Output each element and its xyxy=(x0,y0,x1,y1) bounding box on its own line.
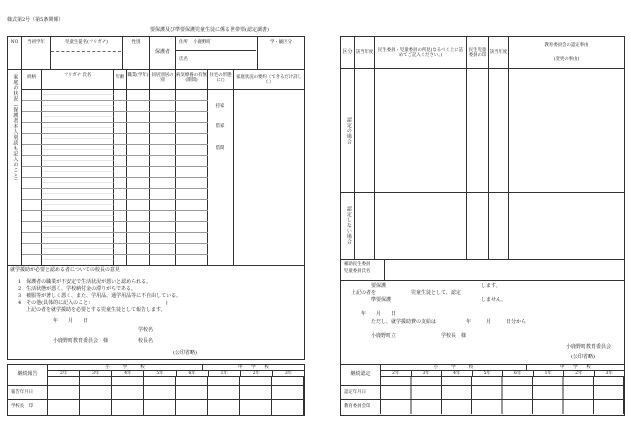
grade-cell: 1年 xyxy=(534,371,565,376)
grade-cell: 6年 xyxy=(503,371,534,376)
grade-cell: 2年 xyxy=(564,371,595,376)
report-date: 年 月 日 xyxy=(53,318,89,324)
seal-note: (公印省略) xyxy=(173,350,197,356)
grade-cell: 3年 xyxy=(284,370,293,376)
housing-own: 持家 xyxy=(215,104,225,109)
col-housing xyxy=(208,70,234,265)
reason-3: 3 被服等が著しく悪く、また、学用品、通学用品等に不自由している。 xyxy=(18,293,182,299)
signature-label: 民生児童委員の印 xyxy=(467,37,489,69)
continuation-approval-label: 継続認定 xyxy=(341,365,381,385)
opinion-label: 就学援助が必要と認める者についての校長の意見 xyxy=(10,267,120,273)
approval-form xyxy=(340,36,625,416)
board-seal-label: 教育委員会印 xyxy=(344,404,371,409)
decision-from-year: 年 xyxy=(466,319,472,325)
district-label-2: 児童委員氏名 xyxy=(344,269,371,274)
household-table xyxy=(7,70,305,266)
guardian-cell xyxy=(176,37,258,69)
category-label: 区分 xyxy=(341,37,355,69)
decision-junyohogo: 準要保護 xyxy=(371,297,392,303)
gender-label: 性別 xyxy=(123,37,150,69)
year2-label: 該当年度 xyxy=(489,37,509,69)
grade-cell: 2年 xyxy=(241,371,273,376)
junior-header-r: 中 学 校 xyxy=(526,365,624,371)
address-value: 小鹿野町 xyxy=(193,40,211,45)
report-to: 小鹿野町教育委員会 様 xyxy=(53,338,109,344)
principal-seal-label: 学校長 印 xyxy=(11,404,33,409)
guardian-label: 保護者 xyxy=(150,37,176,69)
decision-seal-note: (公印省略) xyxy=(571,354,595,360)
principal-opinion xyxy=(7,266,305,360)
decision-shimasu: します。 xyxy=(481,283,501,289)
change-reason-label: (変更の事由) xyxy=(553,57,580,62)
housing-room: 借間 xyxy=(215,146,225,151)
reason-2: 2 生活状態が悪く、学校納付金の滞りがちである。 xyxy=(18,286,137,292)
reason-4: 4 その他(具体的に記入のこと： ) xyxy=(18,300,168,306)
grade-cell: 3年 xyxy=(80,371,112,376)
year-label: 該当年度 xyxy=(355,37,375,69)
col-occupation: 職業(学年) xyxy=(127,70,150,265)
principal-label: 校長名 xyxy=(138,338,154,344)
name-cell xyxy=(51,37,123,69)
no-label: NO xyxy=(8,37,22,69)
school-name-label: 学校名 xyxy=(138,327,154,333)
col-summary: 家庭状況の要約（できるだけ詳しく） xyxy=(236,74,302,85)
not-approved-label: 認定しない場合 xyxy=(345,206,352,245)
fullname-label: 氏名 xyxy=(179,57,188,62)
col-relation: 続柄 xyxy=(22,70,42,265)
decision-board: 小鹿野町教育委員会 xyxy=(566,344,612,350)
grade-cell: 2年 xyxy=(381,371,412,376)
decision-from-day: 日分から xyxy=(506,319,527,325)
decision-from: ただし、就学援助費の支給は xyxy=(371,319,437,325)
grade-cell: 3年 xyxy=(605,370,613,376)
grade-cell: 6年 xyxy=(177,371,209,376)
grade-cell: 5年 xyxy=(473,371,504,376)
grade-cell: 4年 xyxy=(112,371,144,376)
report-date-label: 報告年月日 xyxy=(11,390,33,395)
approval-date-label: 認定年月日 xyxy=(344,390,366,395)
grade-cell: 4年 xyxy=(442,371,473,376)
grade-cell: 5年 xyxy=(144,371,176,376)
grade-cell: 1年 xyxy=(209,371,241,376)
commissioner-label: 民生委員・児童委員の所見(なるべく上に詰めてご記入ください。) xyxy=(375,37,467,69)
school-district-label: 学・級区分 xyxy=(270,40,292,45)
district-label: 補助民生委員 xyxy=(344,262,371,267)
col-illness: 病気療養の有無(期間) xyxy=(176,70,208,265)
document-title: 要保護及び準要保護児童生徒に係る世帯票(認定調書) xyxy=(150,27,269,33)
household-side-label: 家庭の状況（保護者本人別読も記入のこと） xyxy=(8,70,22,265)
continuation-report-label: 継続報告 xyxy=(8,365,48,385)
form-number: 様式第2号（第5条関係） xyxy=(7,17,64,23)
junior-header: 中 学 校 xyxy=(202,365,304,371)
grade-label: 当初学年 xyxy=(22,37,51,69)
student-header xyxy=(7,36,305,70)
reason-1: 1 保護者の職業が不安定で生活状況が悪いと認められる。 xyxy=(18,279,152,285)
board-reason-label: 教育委員会の認定事由 xyxy=(544,43,589,48)
grade-cell: 3年 xyxy=(412,371,443,376)
decision-from-month: 月 xyxy=(486,319,492,325)
grade-cell: 2年 xyxy=(48,371,80,376)
decision-yohogo: 要保護 xyxy=(371,283,387,289)
decision-shimasen: しません。 xyxy=(481,297,507,303)
decision-line1a: 上記の者を xyxy=(351,290,377,296)
col-housing-label: 住宅の形態に○ xyxy=(209,73,232,84)
report-text: 上記の者を就学援助を必要とする児童生徒として報告します。 xyxy=(26,307,166,313)
col-kana-name: フリガナ 氏名 xyxy=(42,70,114,265)
continuation-report-table xyxy=(7,364,305,416)
decision-town: 小鹿野町立 xyxy=(371,333,397,339)
decision-school: 学校長 様 xyxy=(441,333,467,339)
name-label: 児童生徒名(フリガナ) xyxy=(65,40,108,45)
decision-line1b: 児童生徒として、認定 xyxy=(411,290,461,296)
housing-rent: 借家 xyxy=(215,124,225,129)
elem-header-r: 小 学 校 xyxy=(381,365,526,371)
decision-date: 年 月 日 xyxy=(361,311,397,317)
continuation-approval-table xyxy=(341,364,624,415)
col-cohabit: 同居別居の別 xyxy=(150,70,176,265)
col-age: 年齢 xyxy=(114,70,127,265)
approved-label: 認定の場合 xyxy=(345,116,352,145)
elem-header: 小 学 校 xyxy=(48,365,202,371)
address-label: 住所 xyxy=(179,40,188,45)
